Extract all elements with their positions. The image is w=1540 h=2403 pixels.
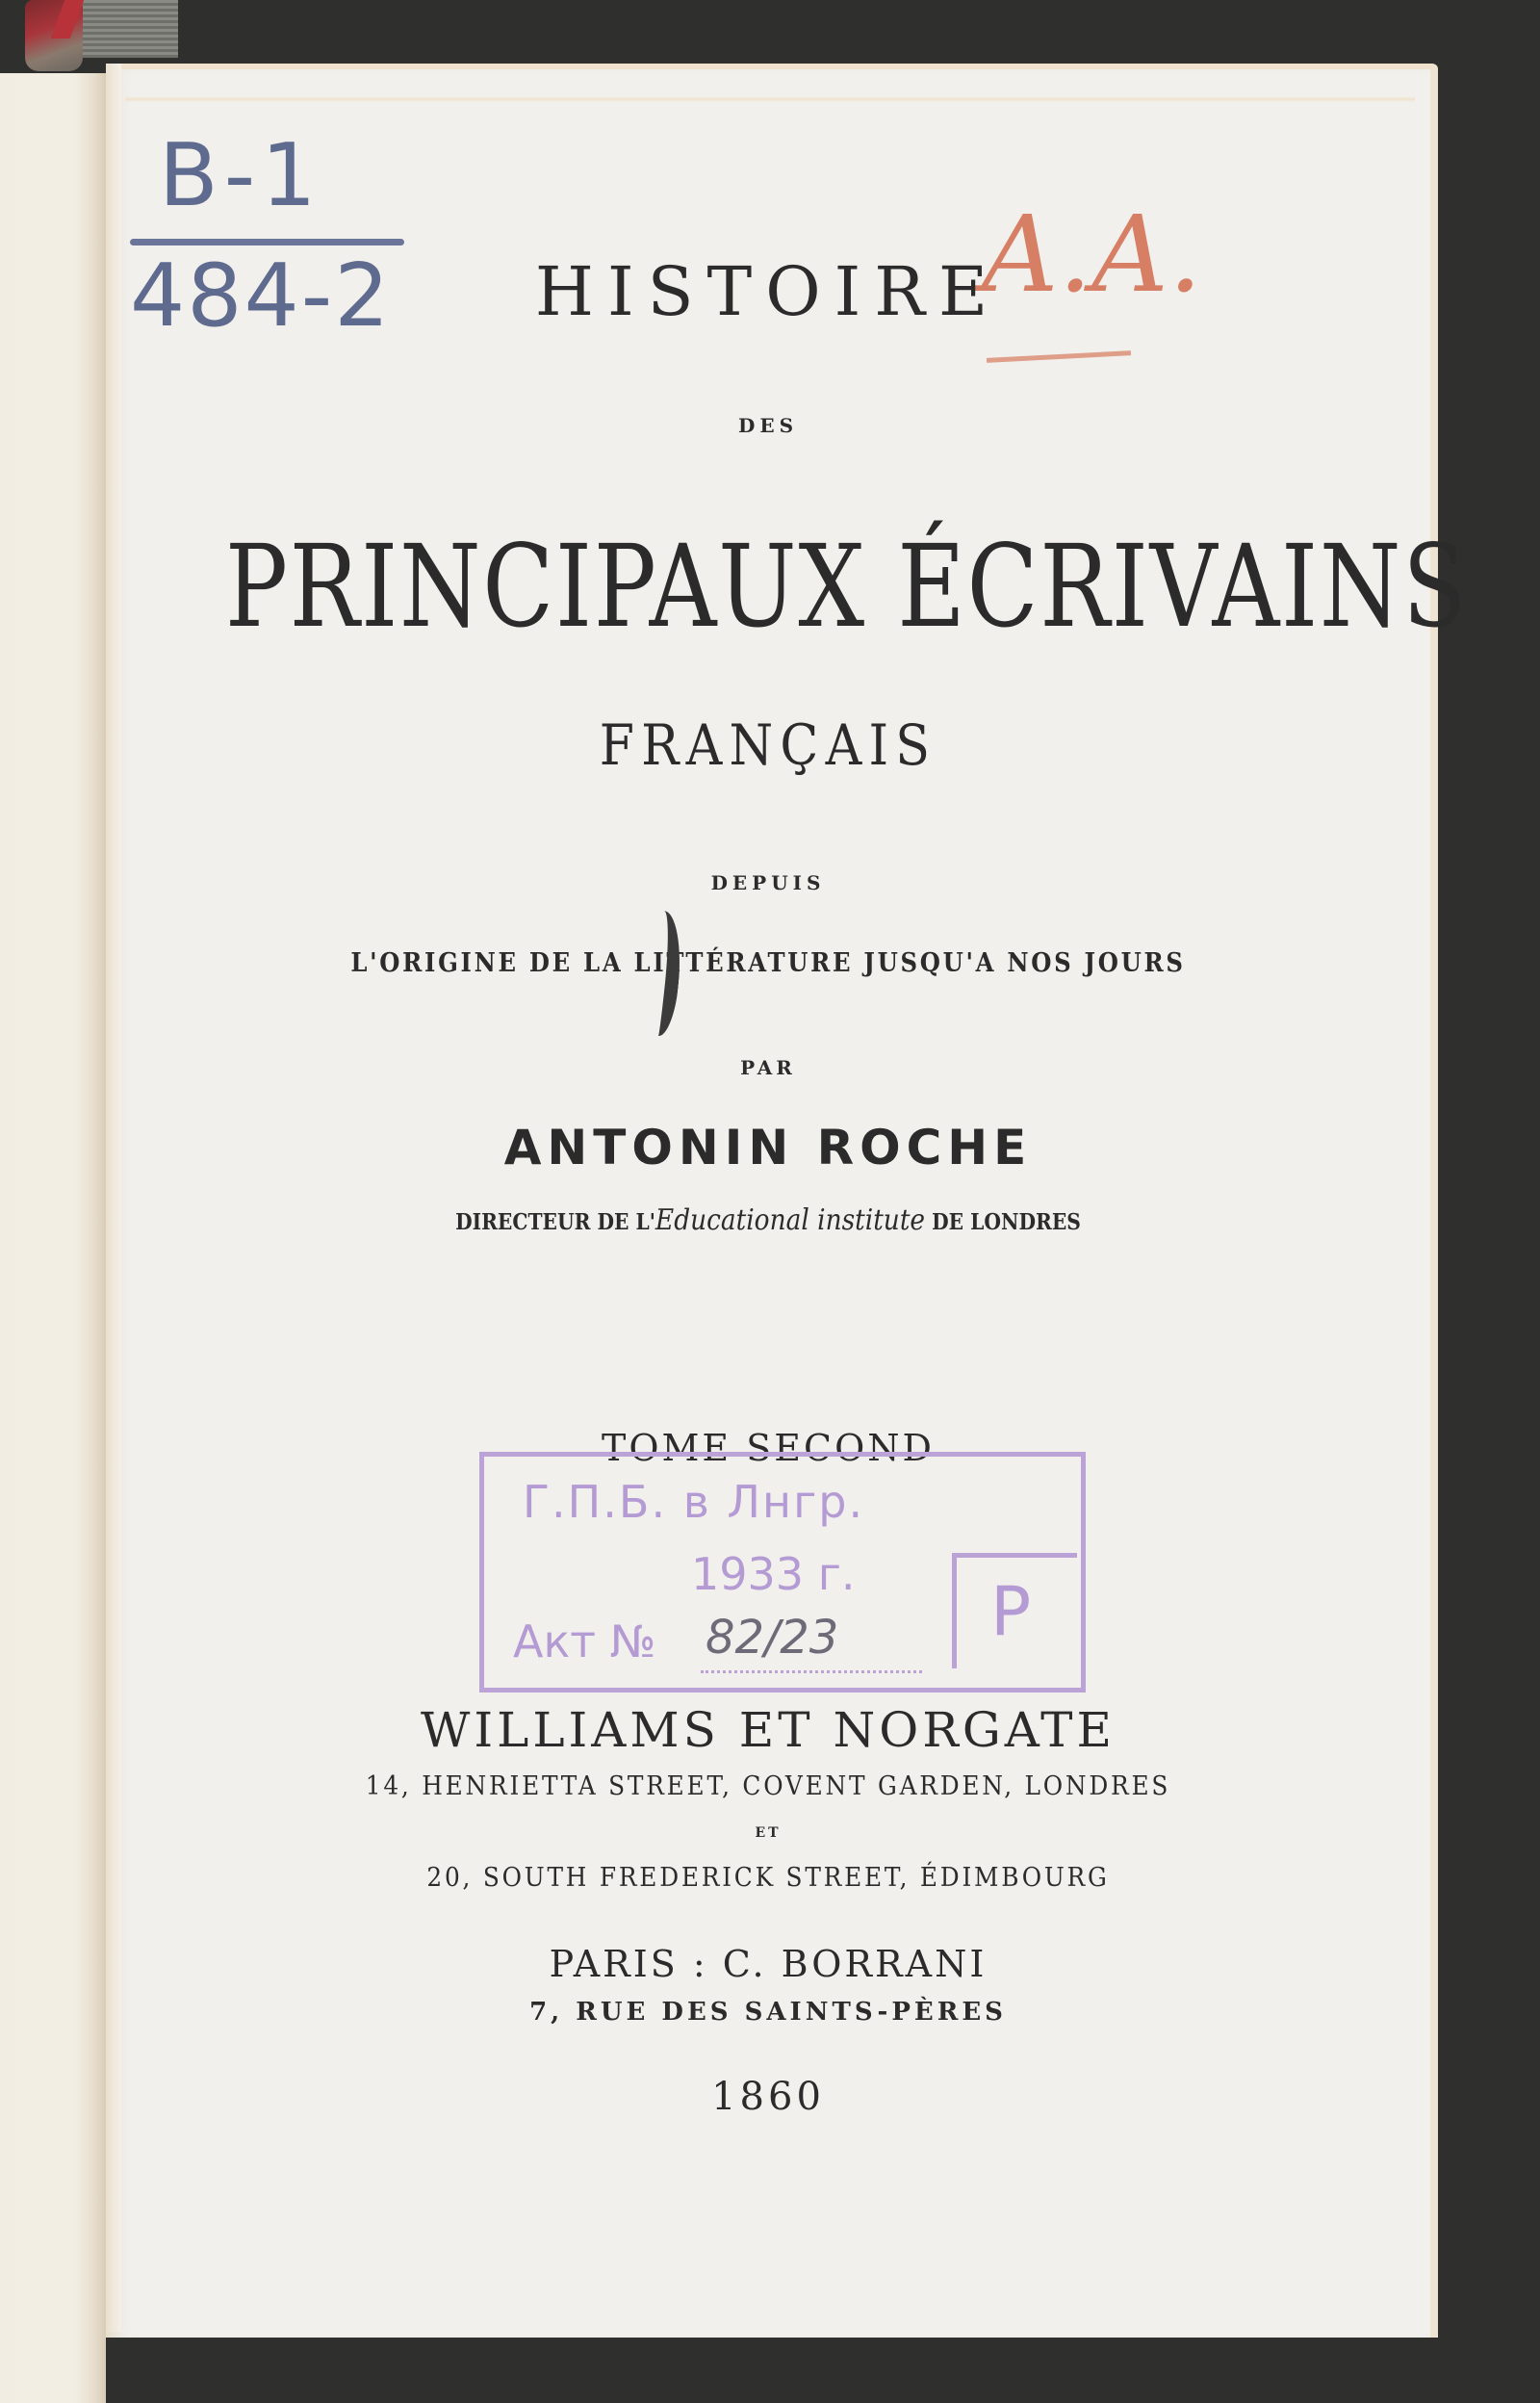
stamp-act-label: Акт №: [513, 1615, 656, 1667]
author-role: [186, 1203, 1351, 1237]
publisher-address-london: 14, HENRIETTA STREET, COVENT GARDEN, LONDRES: [365, 1771, 1171, 1801]
stamp-letter: Р: [990, 1572, 1032, 1651]
stamp-act-number: 82/23: [706, 1611, 839, 1665]
top-edge-stain: [125, 96, 1415, 102]
publisher-et: ET: [755, 1825, 782, 1841]
publisher-address-edinburgh: 20, SOUTH FREDERICK STREET, ÉDIMBOURG: [426, 1863, 1110, 1893]
title-page: [106, 64, 1469, 2338]
author-role-prefix: DIRECTEUR DE L': [455, 1209, 655, 1235]
author-role-institute: Educational institute: [654, 1203, 926, 1237]
page-gutter: [106, 64, 121, 2332]
subtitle-range: L'ORIGINE DE LA LITTÉRATURE JUSQU'A NOS JOURS: [350, 948, 1186, 978]
author-par: PAR: [740, 1056, 796, 1079]
stamp-dotted-line: [701, 1670, 922, 1673]
stamp-letter-box: [952, 1553, 1077, 1668]
publisher-name: WILLIAMS ET NORGATE: [420, 1702, 1116, 1758]
publication-year: 1860: [711, 2075, 825, 2119]
author-role-suffix: DE LONDRES: [925, 1209, 1081, 1235]
book-headband: [82, 0, 178, 58]
publisher-paris-address: 7, RUE DES SAINTS-PÈRES: [529, 1998, 1007, 2027]
shelfmark-rule: [130, 239, 404, 245]
title-francais: FRANÇAIS: [599, 712, 937, 778]
volume-label: TOME SECOND: [602, 1427, 935, 1469]
stamp-library: Г.П.Б. в Лнгр.: [523, 1476, 865, 1528]
shelfmark-top: B-1: [159, 125, 322, 226]
publisher-paris: PARIS : C. BORRANI: [549, 1943, 988, 1985]
shelfmark-bottom: 484-2: [130, 245, 392, 347]
pencil-initials: A.A.: [982, 193, 1202, 316]
author-name: ANTONIN ROCHE: [503, 1120, 1033, 1176]
facing-endpaper: [0, 73, 106, 2403]
subtitle-depuis: DEPUIS: [710, 871, 826, 894]
title-histoire: HISTOIRE: [534, 252, 1002, 331]
stamp-year: 1933 г.: [691, 1548, 856, 1600]
library-stamp: [479, 1452, 1086, 1692]
title-principaux-ecrivains: PRINCIPAUX ÉCRIVAINS: [224, 520, 1469, 653]
title-des: DES: [737, 414, 799, 437]
